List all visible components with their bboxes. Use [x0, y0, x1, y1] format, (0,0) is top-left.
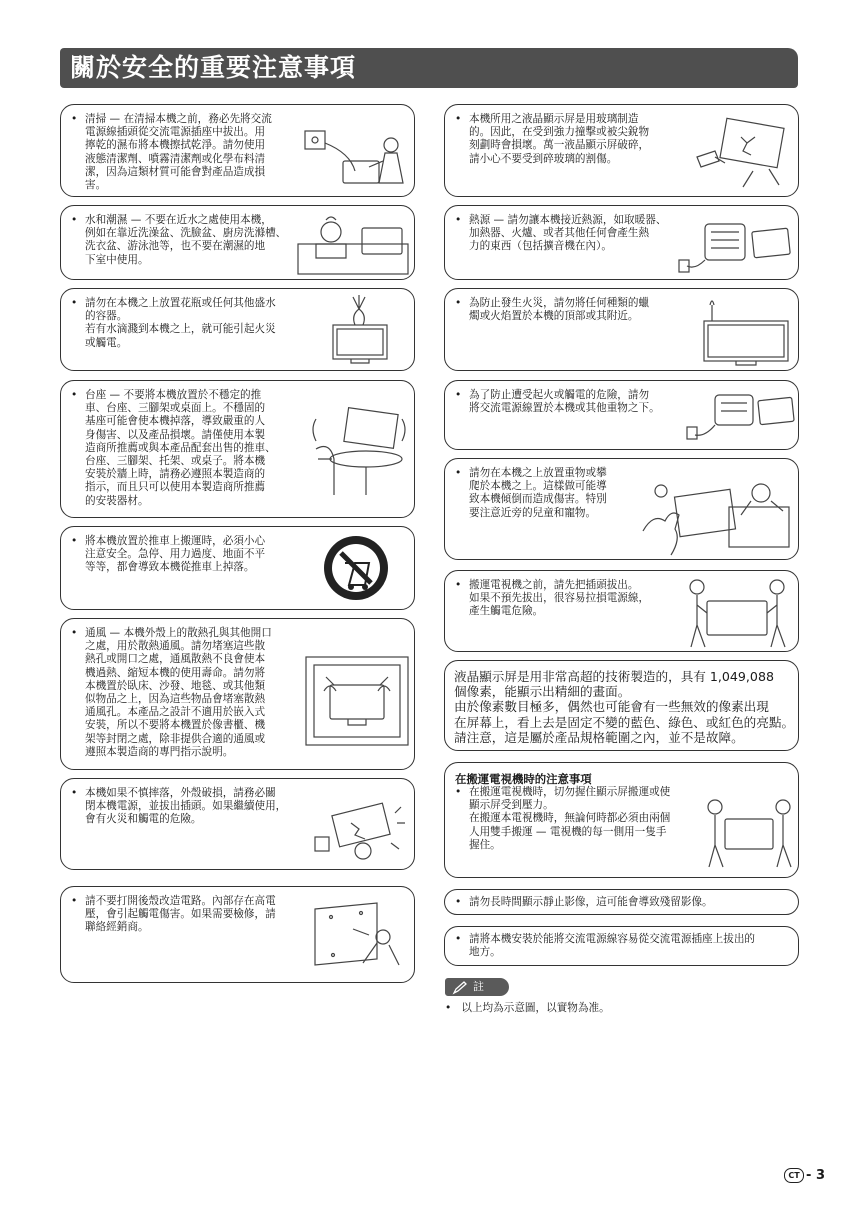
- candle-on-tv-illustration: [700, 295, 792, 367]
- bullet: •: [71, 535, 78, 547]
- safety-item-unplug: [444, 570, 799, 652]
- item-text: 本機如果不慎摔落，外殼破損，請務必關 閉本機電源，並拔出插頭。如果繼續使用， 會有火災和觸電的危險。: [85, 787, 287, 826]
- safety-item-heat: [444, 205, 799, 280]
- page-title: 關於安全的重要注意事項: [60, 48, 798, 88]
- item-text: 台座 — 不要將本機放置於不穩定的推 車、台座、三腳架或桌面上。不穩固的 基座可能會使本機掉落，導致嚴重的人 身傷害、以及產品損壞。請僅使用本製 造商所推薦或與本產品配套出售的推車、 台座、三腳架、托架、或桌子。將本機 安裝於牆上時，請務必遵照本製造商的 指示，而且只可以使用本製造商所推薦 的安裝器材。: [85, 389, 276, 507]
- safety-item-cart: [60, 526, 415, 610]
- safety-item-water: [60, 205, 415, 280]
- bullet: •: [445, 1002, 452, 1014]
- safety-item-modify: [60, 886, 415, 983]
- page-number: [784, 1168, 825, 1183]
- ventilation-illustration: [304, 655, 411, 747]
- item-text: 請勿在本機之上放置花瓶或任何其他盛水 的容器。 若有水滴濺到本機之上，就可能引起火災 或觸電。: [85, 297, 276, 349]
- note-label: 註: [445, 978, 509, 996]
- safety-item-vase: [60, 288, 415, 371]
- item-text: 請不要打開後殼改造電路。內部存在高電 壓，會引起觸電傷害。如果需要檢修，請 聯絡經銷商。: [85, 895, 276, 934]
- moving-text: 在搬運電視機時，切勿握住顯示屏搬運或使 顯示屏受到壓力。 在搬運本電視機時，無論何時都必須由兩個 人用雙手搬運 — 電視機的每一側用一隻手 握住。: [469, 786, 671, 851]
- safety-item-climbing: [444, 458, 799, 560]
- item-text: 為了防止遭受起火或觸電的危險，請勿 將交流電源線置於本機或其他重物之下。: [469, 389, 660, 415]
- safety-item-stand: [60, 380, 415, 518]
- open-case-illustration: [311, 901, 411, 973]
- two-people-carrying-illustration: [681, 575, 793, 649]
- safety-item-candle: [444, 288, 799, 371]
- cord-under-tv-illustration: [685, 387, 795, 445]
- cart-warning-icon: [321, 533, 391, 603]
- bullet: •: [455, 786, 462, 798]
- bullet: •: [455, 933, 462, 945]
- bullet: •: [71, 214, 78, 226]
- damaged-tv-illustration: [311, 793, 411, 865]
- broken-glass-illustration: [693, 117, 793, 189]
- note-text-body: 以上均為示意圖，以實物為准。: [461, 1002, 610, 1014]
- page-number-value: 3: [815, 1168, 825, 1183]
- bullet: •: [455, 579, 462, 591]
- two-people-lifting-illustration: [703, 795, 795, 871]
- bullet: •: [455, 467, 462, 479]
- safety-item-drop: [60, 778, 415, 870]
- lcd-pixel-notice: [444, 660, 799, 751]
- item-text: 本機所用之液晶顯示屏是用玻璃制造 的。因此，在受到強力撞擊或被尖銳物 刻劃時會損壞。萬一液晶顯示屏破碎， 請小心不要受到碎玻璃的割傷。: [469, 113, 650, 165]
- item-text: 通風 — 本機外殼上的散熱孔與其他開口 之處，用於散熱通風。請勿堵塞這些散 熱孔或開口之處，通風散熱不良會使本 機過熱、縮短本機的使用壽命。請勿將 本機置於臥床、沙發、地毯、或其他類 似物品之上，因為這些物品會堵塞散熱 通風孔。本產品之設計不適用於嵌入式 安裝，所以不要將本機置於像書櫃、機 架等封閉之處，除非提供合適的通風或 遵照本製造商的專門指示說明。: [85, 627, 272, 758]
- still-image-text: 請勿長時間顯示靜止影像，這可能會導致殘留影像。: [469, 896, 713, 908]
- page-separator: -: [806, 1168, 812, 1183]
- item-text: 為防止發生火災，請勿將任何種類的蠟 燭或火焰置於本機的頂部或其附近。: [469, 297, 650, 323]
- unstable-stand-illustration: [306, 399, 411, 499]
- water-illustration: [296, 214, 411, 276]
- bullet: •: [71, 389, 78, 401]
- moving-precautions: [444, 762, 799, 878]
- safety-item-glass: [444, 104, 799, 197]
- item-text: 水和潮濕 — 不要在近水之處使用本機， 例如在靠近洗澡盆、洗臉盆、廚房洗滌槽、 洗衣盆、游泳池等，也不要在潮濕的地 下室中使用。: [85, 214, 287, 266]
- bullet: •: [455, 214, 462, 226]
- bullet: •: [455, 389, 462, 401]
- cleaning-illustration: [303, 121, 411, 193]
- bullet: •: [71, 627, 78, 639]
- bullet: •: [455, 896, 462, 908]
- installation-notice: [444, 926, 799, 966]
- bullet: •: [455, 297, 462, 309]
- pencil-icon: [452, 980, 468, 999]
- still-image-notice: [444, 889, 799, 915]
- safety-item-ventilation: [60, 618, 415, 770]
- lcd-pixel-text: 液晶顯示屏是用非常高超的技術製造的，具有 1,049,088 個像素，能顯示出精細的畫面。 由於像素數目極多，偶然也可能會有一些無效的像素出現 在屏幕上，看上去是固定不變的藍色、綠色、或紅色的亮點。 請注意，這是屬於產品規格範圍之內，並不是故障。: [454, 669, 795, 745]
- child-pet-climbing-illustration: [637, 471, 795, 557]
- bullet: •: [71, 787, 78, 799]
- bullet: •: [455, 113, 462, 125]
- bullet: •: [71, 113, 78, 125]
- item-text: 清掃 — 在清掃本機之前，務必先將交流 電源線插頭從交流電源插座中拔出。用 擰乾的濕布將本機擦拭乾淨。請勿使用 液態清潔劑、噴霧清潔劑或化學布料清 潔，因為這類材質可能會對產品造成損 害。: [85, 113, 272, 192]
- moving-heading: 在搬運電視機時的注意事項: [455, 772, 592, 786]
- safety-item-power-cord: [444, 380, 799, 450]
- installation-text: 請將本機安裝於能將交流電源線容易從交流電源插座上拔出的 地方。: [469, 933, 756, 959]
- language-code-badge: CT: [784, 1168, 804, 1183]
- note-text: [445, 1000, 610, 1015]
- vase-on-tv-illustration: [329, 293, 391, 367]
- item-text: 搬運電視機之前，請先把插頭拔出。 如果不預先拔出，很容易拉損電源線， 產生觸電危險。: [469, 579, 650, 618]
- heater-illustration: [677, 216, 793, 276]
- item-text: 請勿在本機之上放置重物或攀 爬於本機之上。這樣做可能導 致本機傾倒而造成傷害。特別 要注意近旁的兒童和寵物。: [469, 467, 607, 519]
- safety-item-cleaning: [60, 104, 415, 197]
- bullet: •: [71, 895, 78, 907]
- item-text: 將本機放置於推車上搬運時，必須小心 注意安全。急停、用力過度、地面不平 等等，都會導致本機從推車上掉落。: [85, 535, 266, 574]
- bullet: •: [71, 297, 78, 309]
- item-text: 熱源 — 請勿讓本機接近熱源，如取暖器、 加熱器、火爐、或者其他任何會產生熱 力的東西（包括擴音機在內）。: [469, 214, 667, 253]
